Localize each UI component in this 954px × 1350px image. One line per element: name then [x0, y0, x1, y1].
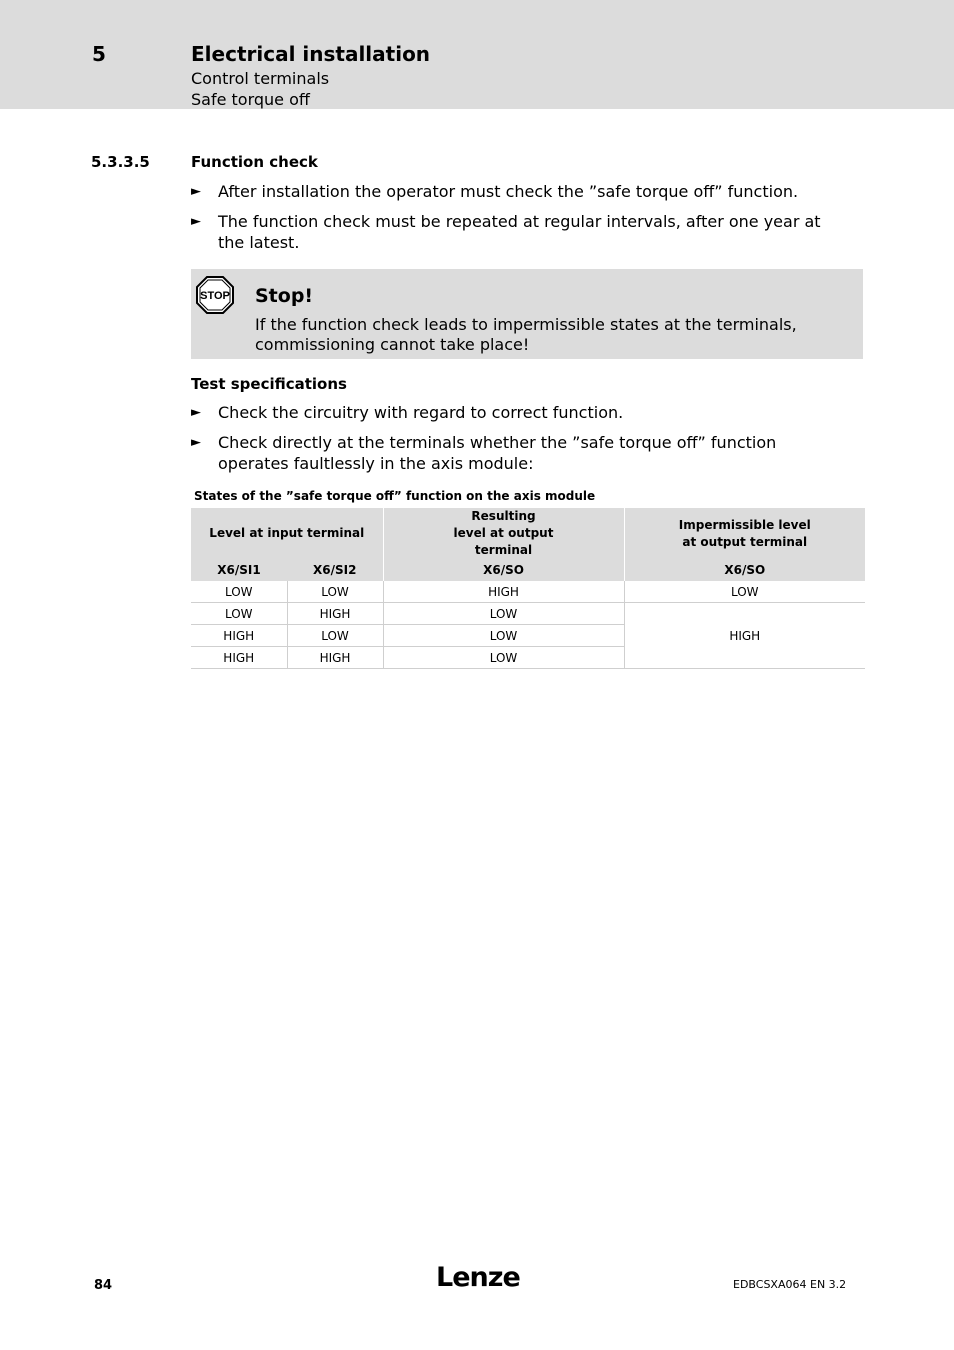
cell-si2: LOW	[287, 625, 383, 647]
bullet-text: Check directly at the terminals whether the ”safe torque off” function operates faultlessly in the axis module:	[218, 433, 777, 473]
bullet-arrow-icon: ►	[191, 214, 201, 229]
bullet-item	[191, 181, 841, 202]
bullet-arrow-icon: ►	[191, 184, 201, 199]
section-number: 5.3.3.5	[91, 153, 150, 171]
header-x6-so: X6/SO	[383, 559, 624, 581]
header-x6-so-impermissible: X6/SO	[624, 559, 865, 581]
stop-sign-icon	[196, 276, 234, 314]
bullet-text: The function check must be repeated at regular intervals, after one year at the latest.	[218, 212, 821, 252]
test-specifications-heading: Test specifications	[191, 375, 347, 393]
states-table	[191, 508, 865, 669]
header-input-group: Level at input terminal	[191, 508, 383, 559]
cell-si1: HIGH	[191, 647, 287, 669]
cell-si2: HIGH	[287, 603, 383, 625]
document-code: EDBCSXA064 EN 3.2	[733, 1278, 847, 1291]
header-impermissible: Impermissible level at output terminal	[624, 508, 865, 559]
subtitle-control-terminals: Control terminals	[191, 69, 330, 88]
bullet-item	[191, 211, 841, 253]
chapter-title: Electrical installation	[191, 42, 431, 66]
header-resulting: Resulting level at output terminal	[383, 508, 624, 559]
cell-impermissible: HIGH	[624, 603, 865, 669]
chapter-number: 5	[92, 42, 106, 66]
cell-so: LOW	[383, 625, 624, 647]
header-x6-si1: X6/SI1	[191, 559, 287, 581]
table-row	[191, 581, 865, 603]
bullet-text: After installation the operator must check the ”safe torque off” function.	[218, 182, 799, 201]
bullet-item	[191, 402, 841, 423]
cell-impermissible: LOW	[624, 581, 865, 603]
table-row	[191, 603, 865, 625]
cell-so: LOW	[383, 603, 624, 625]
subtitle-safe-torque-off: Safe torque off	[191, 90, 310, 109]
stop-text: If the function check leads to impermissible states at the terminals, commissioning cannot take place!	[255, 315, 797, 354]
stop-title: Stop!	[255, 285, 314, 307]
cell-si2: LOW	[287, 581, 383, 603]
bullet-arrow-icon: ►	[191, 405, 201, 420]
bullet-item	[191, 432, 841, 474]
bullet-text: Check the circuitry with regard to correct function.	[218, 403, 624, 422]
header-x6-si2: X6/SI2	[287, 559, 383, 581]
cell-so: HIGH	[383, 581, 624, 603]
stop-icon-label: STOP	[200, 290, 230, 302]
cell-si2: HIGH	[287, 647, 383, 669]
page-number: 84	[94, 1278, 113, 1293]
cell-so: LOW	[383, 647, 624, 669]
header-band	[0, 0, 954, 109]
cell-si1: HIGH	[191, 625, 287, 647]
cell-si1: LOW	[191, 581, 287, 603]
lenze-logo: Lenze	[436, 1262, 520, 1293]
table-caption: States of the ”safe torque off” function on the axis module	[194, 489, 596, 503]
section-title: Function check	[191, 153, 318, 171]
bullet-arrow-icon: ►	[191, 435, 201, 450]
cell-si1: LOW	[191, 603, 287, 625]
stop-note	[191, 269, 863, 359]
